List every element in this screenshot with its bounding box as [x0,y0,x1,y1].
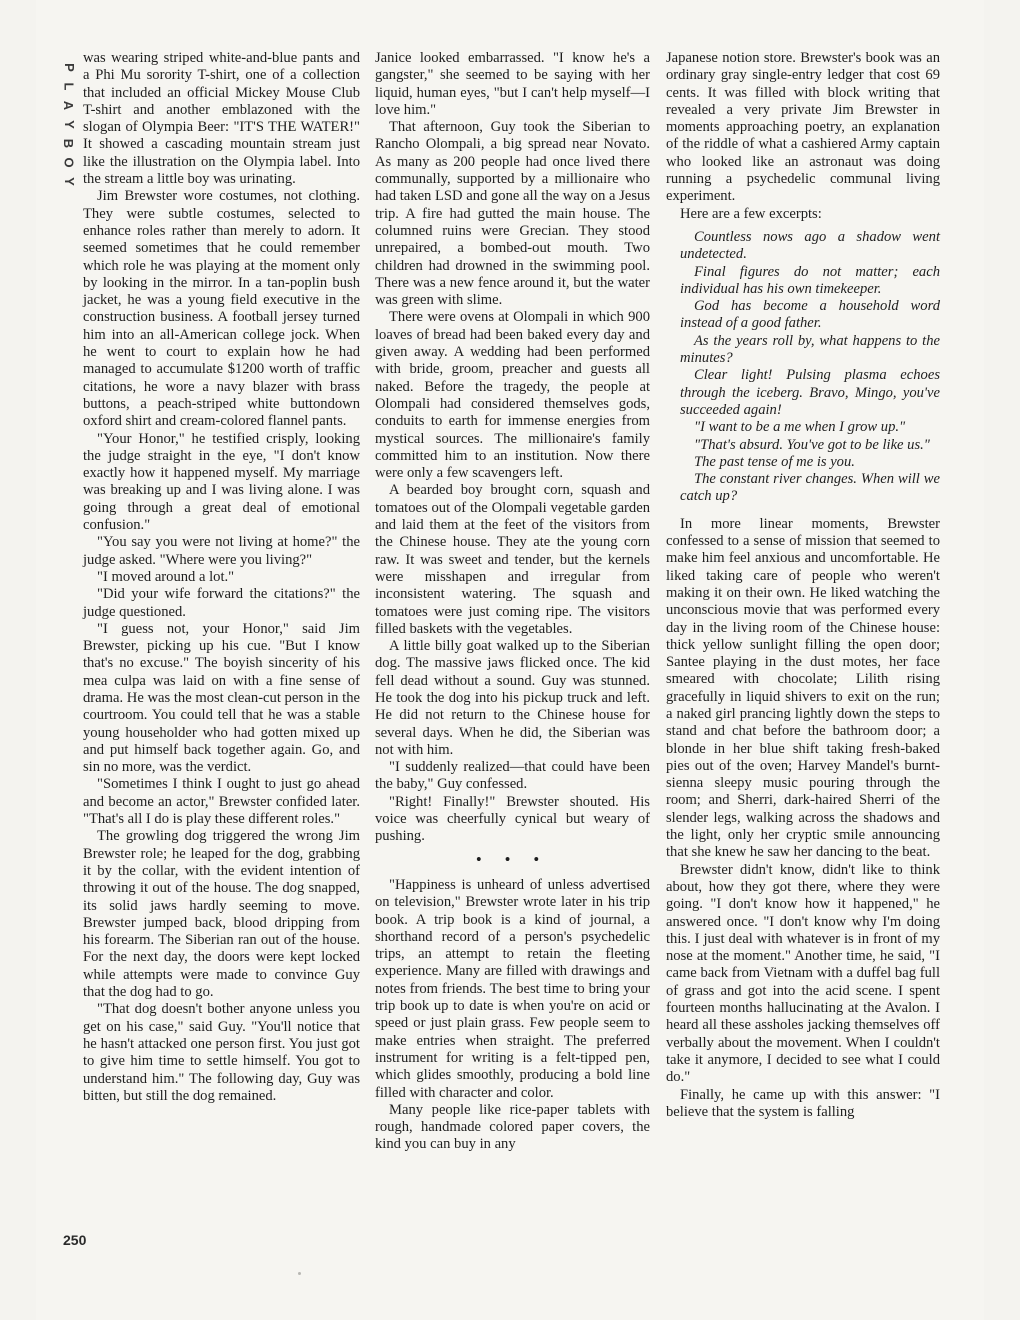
excerpt-line: "I want to be a me when I grow up." [694,419,906,436]
page-number: 250 [63,1232,87,1248]
paragraph: "Sometimes I think I ought to just go ahead and become an actor," Brewster confided later. "That's all I do is play these different roles." [83,776,360,828]
masthead-letter: O [61,157,77,168]
paragraph: The growling dog triggered the wrong Jim Brewster role; he leaped for the dog, grabbing it by the collar, with the evident intention of throwing it out of the house. The dog snapped, its solid jaws hardly seeming to move. Brewster jumped back, blood dripping from his forearm. The Siberian ran out of the house. For the next day, the doors were kept locked while attempts were made to convince Guy that the dog had to go. [83,828,360,1001]
masthead-letter: L [61,82,77,91]
text-column-3 [666,50,940,1121]
masthead-letter: P [61,63,77,72]
masthead-vertical [58,58,80,191]
paragraph: Here are a few excerpts: [680,205,822,222]
paragraph: Jim Brewster wore costumes, not clothing. They were subtle costumes, selected to enhance roles rather than merely to adorn. It seemed sometimes that he could remember which role he was playing at the moment only by looking in the mirror. In a tan-poplin bush jacket, he was a young field executive in the construction business. A football jersey turned him into an all-American college jock. When he went to court to explain how he had managed to accumulate $1200 worth of traffic citations, he wore a navy blazer with brass buttons, a peach-striped white buttondown oxford shirt and cream-colored flannel pants. [83,188,360,430]
masthead-letter: B [61,138,77,149]
paragraph: "I suddenly realized—that could have been the baby," Guy confessed. [375,759,650,793]
paragraph: "I moved around a lot." [97,568,235,585]
excerpt-line: God has become a household word instead of a good father. [680,298,940,332]
excerpt-line: The constant river changes. When will we catch up? [680,471,940,505]
paragraph: "Your Honor," he testified crisply, looking the judge straight in the eye, "I don't know exactly how it happened myself. My marriage was breaking up and I was living alone. I was going through a great deal of emotional confusion." [83,430,360,534]
paragraph: "Right! Finally!" Brewster shouted. His voice was cheerfully cynical but weary of pushing. [375,793,650,845]
magazine-page [36,0,984,1320]
paragraph: A bearded boy brought corn, squash and tomatoes out of the Olompali vegetable garden and laid them at the feet of the visitors from the Chinese house. They ate the young corn raw. It was sweet and tender, but the kernels were misshapen and irregular from inconsistent watering. The squash and tomatoes were just coming ripe. The visitors filled baskets with the vegetables. [375,482,650,637]
paragraph: "That dog doesn't bother anyone unless you get on his case," said Guy. "You'll notice that he hasn't attacked one person first. You just got to give him time to settle himself. You got to understand him." The following day, Guy was bitten, but still the dog remained. [83,1001,360,1104]
paragraph: "Happiness is unheard of unless advertised on television," Brewster wrote later in his trip book. A trip book is a kind of journal, a shorthand record of a person's psychedelic trips, an attempt to retain the fleeting experience. Many are filled with drawings and notes from friends. The best time to bring your trip book up to date is when you're on acid or speed or just plain grass. Few people seem to make entries when straight. The preferred instrument for writing is a felt-tipped pen, which glides smoothly, producing a bold line filled with character and color. [375,876,650,1101]
excerpt-line: The past tense of me is you. [694,453,855,470]
excerpt-line: As the years roll by, what happens to the minutes? [680,332,940,367]
paragraph: "You say you were not living at home?" the judge asked. "Where were you living?" [83,534,360,568]
paragraph: In more linear moments, Brewster confessed to a sense of mission that seemed to make him feel anxious and uncomfortable. He liked taking care of people who weren't making it on their own. He liked watching the unconscious movie that was performed every day in the living room of the Chinese house: thick yellow sunlight filling the open door; Santee playing in the dust motes, her face smeared with chocolate; Lilith rising gracefully in liquid shivers to exit on the run; a naked girl prancing lightly down the steps to stand and chat before the bathroom door; a blonde in her blue shift taking fresh-baked pies out of the oven; Harvey Mandel's burnt-sienna sleepy music pouring through the room; and Sherri, dark-haired Sherri of the slender legs, walking across the shadows and the light, only her cryptic smile announcing that she knew he saw her dancing to the beat. [666,515,940,861]
print-speck [298,1272,301,1275]
text-column-2 [375,50,650,1154]
paragraph: Many people like rice-paper tablets with rough, handmade colored paper covers, the kind you can buy in any [375,1101,650,1153]
text-column-1 [83,50,360,1105]
excerpt-line: Final figures do not matter; each individual has his own timekeeper. [680,263,940,297]
masthead-letter: Y [61,177,77,186]
masthead-letter: Y [61,120,77,129]
paragraph: A little billy goat walked up to the Siberian dog. The massive jaws flicked once. The kid fell dead without a sound. Guy was stunned. He took the dog into his pickup truck and left. He did not return to the Chinese house for several days. When he did, the Siberian was not with him. [375,638,650,758]
masthead-letter: A [61,100,77,111]
paragraph: Japanese notion store. Brewster's book was an ordinary gray single-entry ledger that cost 69 cents. It was filled with block writing that revealed a very private Jim Brewster in moments approaching poetry, an explanation of the riddle of what a cashiered Army captain who looked like an astronaut was doing running a psychedelic communal living experiment. [666,50,940,205]
paragraph: "I guess not, your Honor," said Jim Brewster, picking up his cue. "But I know that's no excuse." The boyish sincerity of his mea culpa was laid on with a fine sense of drama. He was the most clean-cut person in the courtroom. You could tell that he was a stable young householder who had gotten mixed up and put himself back together again. Go, and sin no more, was the verdict. [83,620,360,776]
excerpt-line: Clear light! Pulsing plasma echoes through the iceberg. Bravo, Mingo, you've succeeded again! [680,367,940,418]
paragraph: Finally, he came up with this answer: "I believe that the system is falling [666,1086,940,1120]
paragraph: Brewster didn't know, didn't like to think about, how they got there, where they were going. "I don't know how it happened," he answered once. "I don't know why I'm doing this. I just deal with whatever is in front of my nose at the moment." Another time, he said, "I came back from Vietnam with a duffel bag full of grass and got into the acid scene. I spent fourteen months hallucinating at the Avalon. I heard all these assholes jacking themselves off verbally about the movement. When I couldn't take it anymore, I decided to see what I could do." [666,861,940,1086]
paragraph: Janice looked embarrassed. "I know he's a gangster," she seemed to be saying with her liquid, human eyes, "but I can't help myself—I love him." [375,50,650,118]
section-break-dots: • • • [476,851,549,868]
paragraph: "Did your wife forward the citations?" the judge questioned. [83,586,360,620]
paragraph: There were ovens at Olompali in which 900 loaves of bread had been baked every day and given away. A wedding had been performed with bride, groom, preacher and guests all naked. Before the tragedy, the people at Olompali had considered themselves gods, conduits to earth for immense energies from mystical sources. The millionaire's family committed him to an institution. Now there were only a few scavengers left. [375,309,650,482]
excerpt-line: "That's absurd. You've got to be like us." [694,436,930,453]
paragraph: was wearing striped white-and-blue pants and a Phi Mu sorority T-shirt, one of a collection that included an official Mickey Mouse Club T-shirt and another emblazoned with the slogan of Olympia Beer: "IT'S THE WATER!" It showed a cascading mountain stream just like the illustration on the Olympia label. Into the stream a little boy was urinating. [83,50,360,188]
excerpt-line: Countless nows ago a shadow went undetected. [680,228,940,263]
paragraph: That afternoon, Guy took the Siberian to Rancho Olompali, a big spread near Novato. As many as 200 people had once lived there communally, supported by a millionaire who had taken LSD and gone all the way on a Jesus trip. A fire had gutted the main house. The columned ruins were Grecian. They stood unrepaired, a bombed-out mouth. Two children had drowned in the swimming pool. There was a new fence around it, but the water was green with slime. [375,119,650,309]
